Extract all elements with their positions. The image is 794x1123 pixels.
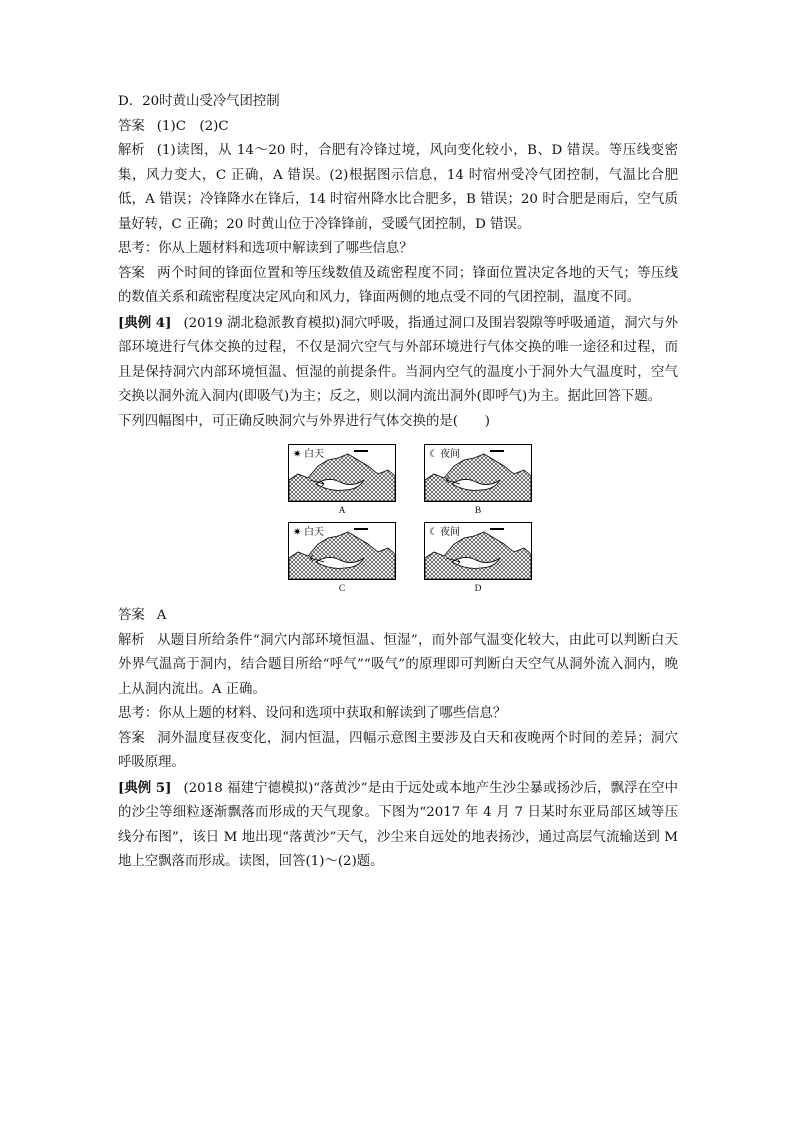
answer-label: 答案 (118, 118, 145, 134)
example-text: (2018 福建宁德模拟)“落黄沙”是由于远处或本地产生沙尘暴或扬沙后，飘浮在空中的沙尘等细粒逐渐飘落而形成的天气现象。下图为“2017 年 4 月 7 日某时东亚局部区域等压线分布图”，该日 M 地出现“落黄沙”天气，沙尘来自远处的地表扬沙，通过高层气流输送到 M 地上空飘落而形成。读图，回答(1)～(2)题。 (118, 780, 678, 869)
cave-diagram-graphic (424, 444, 532, 502)
cave-diagram (288, 522, 396, 595)
analysis-text: 从题目所给条件“洞穴内部环境恒温、恒湿”，而外部气温变化较大，由此可以判断白天外界气温高于洞内，结合题目所给“呼气”“吸气”的原理即可判断白天空气从洞外流入洞内，晚上从洞内流出。A 正确。 (118, 632, 678, 697)
analysis-label: 解析 (118, 143, 145, 158)
cave-diagram (424, 444, 532, 517)
example-label: [典例 5] (118, 779, 172, 796)
figure-caption: B (474, 506, 482, 516)
think-question: 思考：你从上题材料和选项中解读到了哪些信息？ (118, 241, 413, 256)
document-content (118, 90, 678, 875)
analysis-paragraph (118, 139, 678, 237)
answer-label: 答案 (118, 265, 145, 281)
answer-text: 两个时间的锋面位置和等压线数值及疏密程度不同；锋面位置决定各地的天气；等压线的数值关系和疏密程度决定风向和风力，锋面两侧的地点受不同的气团控制，温度不同。 (118, 265, 678, 305)
cave-diagram-graphic (288, 444, 396, 502)
figure-caption: D (474, 584, 482, 594)
cave-diagram-graphic (288, 522, 396, 580)
analysis-paragraph (118, 629, 678, 703)
figure-caption: A (338, 506, 346, 516)
time-label: 白天 (304, 449, 324, 460)
example-4-paragraph (118, 311, 678, 410)
sun-icon: ✷ (293, 527, 302, 538)
answer-paragraph (118, 262, 678, 311)
answer-text: (1)C (2)C (156, 118, 229, 134)
think-question: 思考：你从上题的材料、设问和选项中获取和解读到了哪些信息？ (118, 706, 507, 721)
question-line: 下列四幅图中，可正确反映洞穴与外界进行气体交换的是( ) (118, 413, 490, 429)
option-d-line: D．20时黄山受冷气团控制 (118, 94, 280, 109)
time-label: 夜间 (440, 527, 460, 538)
analysis-label: 解析 (118, 632, 145, 648)
answer-paragraph (118, 604, 678, 629)
example-text: (2019 湖北稳派教育模拟)洞穴呼吸，指通过洞口及围岩裂隙等呼吸通道，洞穴与外部环境进行气体交换的过程，不仅是洞穴空气与外部环境进行气体交换的唯一途径和过程，而且是保持洞穴内部环境恒温、恒湿的前提条件。当洞内空气的温度小于洞外大气温度时，空气交换以洞外流入洞内(即吸气)为主；反之，则以洞内流出洞外(即呼气)为主。据此回答下题。 (118, 315, 678, 404)
moon-icon: ☾ (429, 527, 438, 538)
example-5-paragraph (118, 776, 678, 875)
cave-diagrams (118, 438, 678, 598)
answer-label: 答案 (118, 730, 145, 746)
cave-diagram-graphic (424, 522, 532, 580)
sun-icon: ✷ (293, 449, 302, 460)
answer-paragraph (118, 115, 678, 140)
answer-text: A (156, 608, 167, 623)
cave-diagram (424, 522, 532, 595)
figure-caption: C (338, 584, 346, 594)
answer-paragraph (118, 727, 678, 776)
example-label: [典例 4] (118, 314, 172, 331)
moon-icon: ☾ (429, 449, 438, 460)
analysis-text: (1)读图，从 14～20 时，合肥有冷锋过境，风向变化较小，B、D 错误。等压线变密集，风力变大，C 正确，A 错误。(2)根据图示信息，14 时宿州受冷气团控制，气温比合肥低，A 错误；冷锋降水在锋后，14 时宿州降水比合肥多，B 错误；20 时合肥是雨后，空气质量好转，C 正确；20 时黄山位于冷锋锋前，受暖气团控制，D 错误。 (118, 143, 678, 232)
time-label: 夜间 (440, 449, 460, 460)
time-label: 白天 (304, 527, 324, 538)
cave-diagram (288, 444, 396, 517)
answer-label: 答案 (118, 608, 145, 623)
answer-text: 洞外温度昼夜变化，洞内恒温，四幅示意图主要涉及白天和夜晚两个时间的差异；洞穴呼吸原理。 (118, 730, 678, 770)
